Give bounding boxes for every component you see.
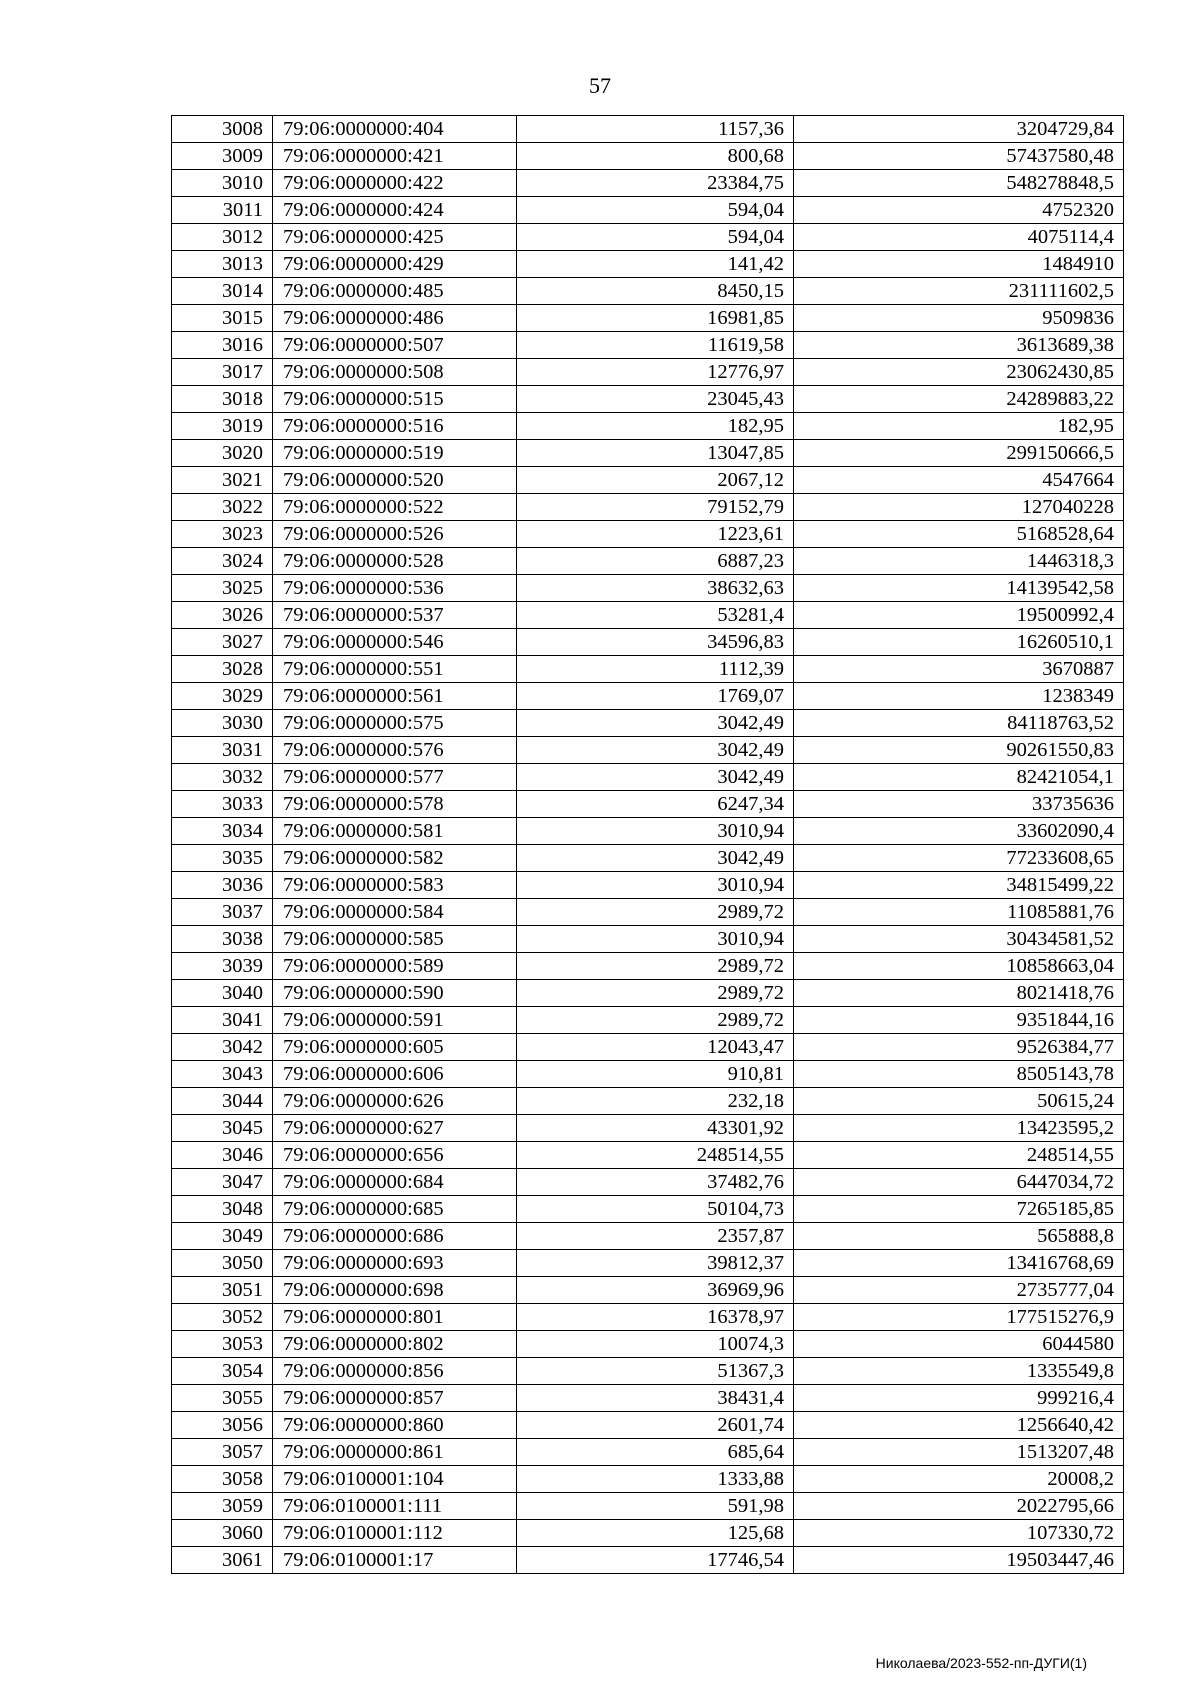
cadastral-number-cell: 79:06:0000000:583 [273,872,517,899]
value-cell: 231111602,5 [794,278,1124,305]
table-row [172,494,1124,521]
cadastral-number-cell: 79:06:0000000:856 [273,1358,517,1385]
table-row [172,953,1124,980]
value-cell: 565888,8 [794,1223,1124,1250]
value-cell: 1238349 [794,683,1124,710]
table-row [172,764,1124,791]
row-number-cell: 3056 [172,1412,273,1439]
row-number-cell: 3026 [172,602,273,629]
area-cell: 53281,4 [517,602,794,629]
row-number-cell: 3037 [172,899,273,926]
cadastral-number-cell: 79:06:0000000:424 [273,197,517,224]
table-row [172,980,1124,1007]
table-row [172,1385,1124,1412]
area-cell: 50104,73 [517,1196,794,1223]
value-cell: 34815499,22 [794,872,1124,899]
area-cell: 39812,37 [517,1250,794,1277]
area-cell: 2989,72 [517,953,794,980]
row-number-cell: 3046 [172,1142,273,1169]
row-number-cell: 3024 [172,548,273,575]
area-cell: 36969,96 [517,1277,794,1304]
row-number-cell: 3021 [172,467,273,494]
cadastral-number-cell: 79:06:0000000:626 [273,1088,517,1115]
value-cell: 8505143,78 [794,1061,1124,1088]
table-row [172,602,1124,629]
value-cell: 82421054,1 [794,764,1124,791]
value-cell: 19500992,4 [794,602,1124,629]
value-cell: 3204729,84 [794,116,1124,143]
area-cell: 34596,83 [517,629,794,656]
table-row [172,170,1124,197]
cadastral-number-cell: 79:06:0000000:605 [273,1034,517,1061]
area-cell: 51367,3 [517,1358,794,1385]
value-cell: 4752320 [794,197,1124,224]
area-cell: 248514,55 [517,1142,794,1169]
row-number-cell: 3030 [172,710,273,737]
area-cell: 141,42 [517,251,794,278]
row-number-cell: 3016 [172,332,273,359]
row-number-cell: 3023 [172,521,273,548]
value-cell: 548278848,5 [794,170,1124,197]
row-number-cell: 3011 [172,197,273,224]
row-number-cell: 3039 [172,953,273,980]
area-cell: 3042,49 [517,710,794,737]
table-row [172,143,1124,170]
area-cell: 2989,72 [517,899,794,926]
value-cell: 248514,55 [794,1142,1124,1169]
row-number-cell: 3049 [172,1223,273,1250]
value-cell: 107330,72 [794,1520,1124,1547]
value-cell: 19503447,46 [794,1547,1124,1574]
table-row [172,845,1124,872]
cadastral-number-cell: 79:06:0000000:422 [273,170,517,197]
value-cell: 127040228 [794,494,1124,521]
value-cell: 2735777,04 [794,1277,1124,1304]
value-cell: 11085881,76 [794,899,1124,926]
value-cell: 9526384,77 [794,1034,1124,1061]
value-cell: 299150666,5 [794,440,1124,467]
value-cell: 182,95 [794,413,1124,440]
value-cell: 3613689,38 [794,332,1124,359]
table-row [172,548,1124,575]
row-number-cell: 3048 [172,1196,273,1223]
area-cell: 2601,74 [517,1412,794,1439]
table-row [172,737,1124,764]
area-cell: 11619,58 [517,332,794,359]
row-number-cell: 3059 [172,1493,273,1520]
row-number-cell: 3017 [172,359,273,386]
area-cell: 6887,23 [517,548,794,575]
area-cell: 125,68 [517,1520,794,1547]
table-row [172,1439,1124,1466]
area-cell: 3042,49 [517,764,794,791]
table-row [172,440,1124,467]
cadastral-number-cell: 79:06:0000000:589 [273,953,517,980]
area-cell: 2357,87 [517,1223,794,1250]
table-row [172,872,1124,899]
cadastral-number-cell: 79:06:0100001:111 [273,1493,517,1520]
cadastral-number-cell: 79:06:0000000:507 [273,332,517,359]
row-number-cell: 3019 [172,413,273,440]
table-row [172,629,1124,656]
row-number-cell: 3025 [172,575,273,602]
area-cell: 38431,4 [517,1385,794,1412]
table-row [172,1169,1124,1196]
table-row [172,278,1124,305]
cadastral-number-cell: 79:06:0000000:486 [273,305,517,332]
cadastral-number-cell: 79:06:0000000:590 [273,980,517,1007]
value-cell: 8021418,76 [794,980,1124,1007]
table-row [172,683,1124,710]
cadastral-number-cell: 79:06:0000000:425 [273,224,517,251]
value-cell: 999216,4 [794,1385,1124,1412]
value-cell: 24289883,22 [794,386,1124,413]
area-cell: 3010,94 [517,926,794,953]
area-cell: 43301,92 [517,1115,794,1142]
table-row [172,413,1124,440]
row-number-cell: 3010 [172,170,273,197]
row-number-cell: 3041 [172,1007,273,1034]
value-cell: 90261550,83 [794,737,1124,764]
cadastral-number-cell: 79:06:0000000:860 [273,1412,517,1439]
value-cell: 1446318,3 [794,548,1124,575]
row-number-cell: 3008 [172,116,273,143]
cadastral-number-cell: 79:06:0000000:585 [273,926,517,953]
table-row [172,224,1124,251]
value-cell: 13416768,69 [794,1250,1124,1277]
table-row [172,197,1124,224]
value-cell: 13423595,2 [794,1115,1124,1142]
area-cell: 232,18 [517,1088,794,1115]
value-cell: 14139542,58 [794,575,1124,602]
value-cell: 1335549,8 [794,1358,1124,1385]
area-cell: 594,04 [517,224,794,251]
table-row [172,818,1124,845]
area-cell: 685,64 [517,1439,794,1466]
cadastral-table [171,115,1124,1574]
value-cell: 2022795,66 [794,1493,1124,1520]
value-cell: 6044580 [794,1331,1124,1358]
area-cell: 12776,97 [517,359,794,386]
area-cell: 910,81 [517,1061,794,1088]
row-number-cell: 3022 [172,494,273,521]
row-number-cell: 3033 [172,791,273,818]
area-cell: 3042,49 [517,737,794,764]
area-cell: 1157,36 [517,116,794,143]
table-row [172,467,1124,494]
row-number-cell: 3054 [172,1358,273,1385]
area-cell: 10074,3 [517,1331,794,1358]
table-row [172,1493,1124,1520]
area-cell: 2989,72 [517,980,794,1007]
cadastral-number-cell: 79:06:0000000:536 [273,575,517,602]
cadastral-number-cell: 79:06:0000000:857 [273,1385,517,1412]
table-row [172,359,1124,386]
table-row [172,1007,1124,1034]
table-body [172,116,1124,1574]
cadastral-number-cell: 79:06:0000000:577 [273,764,517,791]
table-row [172,305,1124,332]
row-number-cell: 3015 [172,305,273,332]
area-cell: 2989,72 [517,1007,794,1034]
cadastral-number-cell: 79:06:0000000:698 [273,1277,517,1304]
area-cell: 3042,49 [517,845,794,872]
row-number-cell: 3052 [172,1304,273,1331]
area-cell: 591,98 [517,1493,794,1520]
area-cell: 16378,97 [517,1304,794,1331]
cadastral-number-cell: 79:06:0000000:485 [273,278,517,305]
table-row [172,1088,1124,1115]
value-cell: 1256640,42 [794,1412,1124,1439]
value-cell: 30434581,52 [794,926,1124,953]
row-number-cell: 3009 [172,143,273,170]
cadastral-number-cell: 79:06:0000000:693 [273,1250,517,1277]
area-cell: 6247,34 [517,791,794,818]
row-number-cell: 3036 [172,872,273,899]
cadastral-number-cell: 79:06:0000000:528 [273,548,517,575]
cadastral-number-cell: 79:06:0000000:537 [273,602,517,629]
value-cell: 33602090,4 [794,818,1124,845]
row-number-cell: 3057 [172,1439,273,1466]
value-cell: 3670887 [794,656,1124,683]
cadastral-number-cell: 79:06:0000000:561 [273,683,517,710]
area-cell: 3010,94 [517,872,794,899]
cadastral-number-cell: 79:06:0100001:112 [273,1520,517,1547]
table-row [172,1034,1124,1061]
row-number-cell: 3061 [172,1547,273,1574]
area-cell: 37482,76 [517,1169,794,1196]
area-cell: 17746,54 [517,1547,794,1574]
cadastral-number-cell: 79:06:0000000:606 [273,1061,517,1088]
row-number-cell: 3051 [172,1277,273,1304]
cadastral-number-cell: 79:06:0000000:686 [273,1223,517,1250]
value-cell: 20008,2 [794,1466,1124,1493]
area-cell: 79152,79 [517,494,794,521]
row-number-cell: 3032 [172,764,273,791]
value-cell: 7265185,85 [794,1196,1124,1223]
value-cell: 77233608,65 [794,845,1124,872]
value-cell: 84118763,52 [794,710,1124,737]
value-cell: 1484910 [794,251,1124,278]
value-cell: 6447034,72 [794,1169,1124,1196]
row-number-cell: 3050 [172,1250,273,1277]
row-number-cell: 3053 [172,1331,273,1358]
table-row [172,332,1124,359]
row-number-cell: 3012 [172,224,273,251]
table-row [172,521,1124,548]
row-number-cell: 3027 [172,629,273,656]
row-number-cell: 3031 [172,737,273,764]
table-row [172,116,1124,143]
table-row [172,1277,1124,1304]
table-row [172,1196,1124,1223]
cadastral-number-cell: 79:06:0000000:522 [273,494,517,521]
row-number-cell: 3058 [172,1466,273,1493]
value-cell: 4075114,4 [794,224,1124,251]
cadastral-number-cell: 79:06:0000000:584 [273,899,517,926]
cadastral-number-cell: 79:06:0100001:17 [273,1547,517,1574]
row-number-cell: 3044 [172,1088,273,1115]
cadastral-number-cell: 79:06:0000000:684 [273,1169,517,1196]
table-row [172,926,1124,953]
value-cell: 9509836 [794,305,1124,332]
cadastral-number-cell: 79:06:0000000:508 [273,359,517,386]
area-cell: 1112,39 [517,656,794,683]
row-number-cell: 3029 [172,683,273,710]
table-row [172,1304,1124,1331]
table-row [172,899,1124,926]
area-cell: 16981,85 [517,305,794,332]
table-row [172,251,1124,278]
cadastral-number-cell: 79:06:0000000:656 [273,1142,517,1169]
cadastral-number-cell: 79:06:0000000:861 [273,1439,517,1466]
cadastral-number-cell: 79:06:0000000:404 [273,116,517,143]
value-cell: 33735636 [794,791,1124,818]
cadastral-number-cell: 79:06:0000000:801 [273,1304,517,1331]
value-cell: 5168528,64 [794,521,1124,548]
value-cell: 1513207,48 [794,1439,1124,1466]
area-cell: 2067,12 [517,467,794,494]
area-cell: 13047,85 [517,440,794,467]
row-number-cell: 3042 [172,1034,273,1061]
table-row [172,710,1124,737]
row-number-cell: 3055 [172,1385,273,1412]
cadastral-number-cell: 79:06:0000000:581 [273,818,517,845]
value-cell: 177515276,9 [794,1304,1124,1331]
cadastral-number-cell: 79:06:0000000:591 [273,1007,517,1034]
cadastral-number-cell: 79:06:0000000:520 [273,467,517,494]
table-row [172,656,1124,683]
table-row [172,1547,1124,1574]
table-row [172,1142,1124,1169]
value-cell: 50615,24 [794,1088,1124,1115]
table-row [172,1520,1124,1547]
table-row [172,1466,1124,1493]
cadastral-number-cell: 79:06:0000000:551 [273,656,517,683]
table-row [172,1331,1124,1358]
table-row [172,791,1124,818]
area-cell: 594,04 [517,197,794,224]
table-row [172,1412,1124,1439]
row-number-cell: 3013 [172,251,273,278]
row-number-cell: 3035 [172,845,273,872]
cadastral-number-cell: 79:06:0000000:421 [273,143,517,170]
page-number: 57 [589,73,611,98]
cadastral-number-cell: 79:06:0000000:546 [273,629,517,656]
area-cell: 1223,61 [517,521,794,548]
value-cell: 23062430,85 [794,359,1124,386]
cadastral-number-cell: 79:06:0000000:582 [273,845,517,872]
table-row [172,1358,1124,1385]
cadastral-number-cell: 79:06:0000000:429 [273,251,517,278]
row-number-cell: 3028 [172,656,273,683]
value-cell: 57437580,48 [794,143,1124,170]
area-cell: 1769,07 [517,683,794,710]
row-number-cell: 3047 [172,1169,273,1196]
value-cell: 16260510,1 [794,629,1124,656]
cadastral-number-cell: 79:06:0000000:516 [273,413,517,440]
cadastral-number-cell: 79:06:0000000:576 [273,737,517,764]
row-number-cell: 3038 [172,926,273,953]
value-cell: 9351844,16 [794,1007,1124,1034]
area-cell: 800,68 [517,143,794,170]
row-number-cell: 3018 [172,386,273,413]
cadastral-number-cell: 79:06:0000000:627 [273,1115,517,1142]
value-cell: 10858663,04 [794,953,1124,980]
footer-document-id: Николаева/2023-552-пп-ДУГИ(1) [875,1655,1087,1671]
row-number-cell: 3020 [172,440,273,467]
table-row [172,386,1124,413]
area-cell: 3010,94 [517,818,794,845]
cadastral-number-cell: 79:06:0100001:104 [273,1466,517,1493]
table-row [172,575,1124,602]
cadastral-number-cell: 79:06:0000000:802 [273,1331,517,1358]
value-cell: 4547664 [794,467,1124,494]
area-cell: 23045,43 [517,386,794,413]
row-number-cell: 3034 [172,818,273,845]
table-row [172,1223,1124,1250]
table-row [172,1061,1124,1088]
row-number-cell: 3045 [172,1115,273,1142]
area-cell: 8450,15 [517,278,794,305]
area-cell: 1333,88 [517,1466,794,1493]
table-row [172,1115,1124,1142]
row-number-cell: 3060 [172,1520,273,1547]
cadastral-number-cell: 79:06:0000000:526 [273,521,517,548]
area-cell: 23384,75 [517,170,794,197]
area-cell: 12043,47 [517,1034,794,1061]
cadastral-number-cell: 79:06:0000000:578 [273,791,517,818]
table-row [172,1250,1124,1277]
cadastral-number-cell: 79:06:0000000:519 [273,440,517,467]
row-number-cell: 3014 [172,278,273,305]
row-number-cell: 3040 [172,980,273,1007]
cadastral-number-cell: 79:06:0000000:575 [273,710,517,737]
row-number-cell: 3043 [172,1061,273,1088]
cadastral-number-cell: 79:06:0000000:685 [273,1196,517,1223]
area-cell: 182,95 [517,413,794,440]
cadastral-number-cell: 79:06:0000000:515 [273,386,517,413]
area-cell: 38632,63 [517,575,794,602]
